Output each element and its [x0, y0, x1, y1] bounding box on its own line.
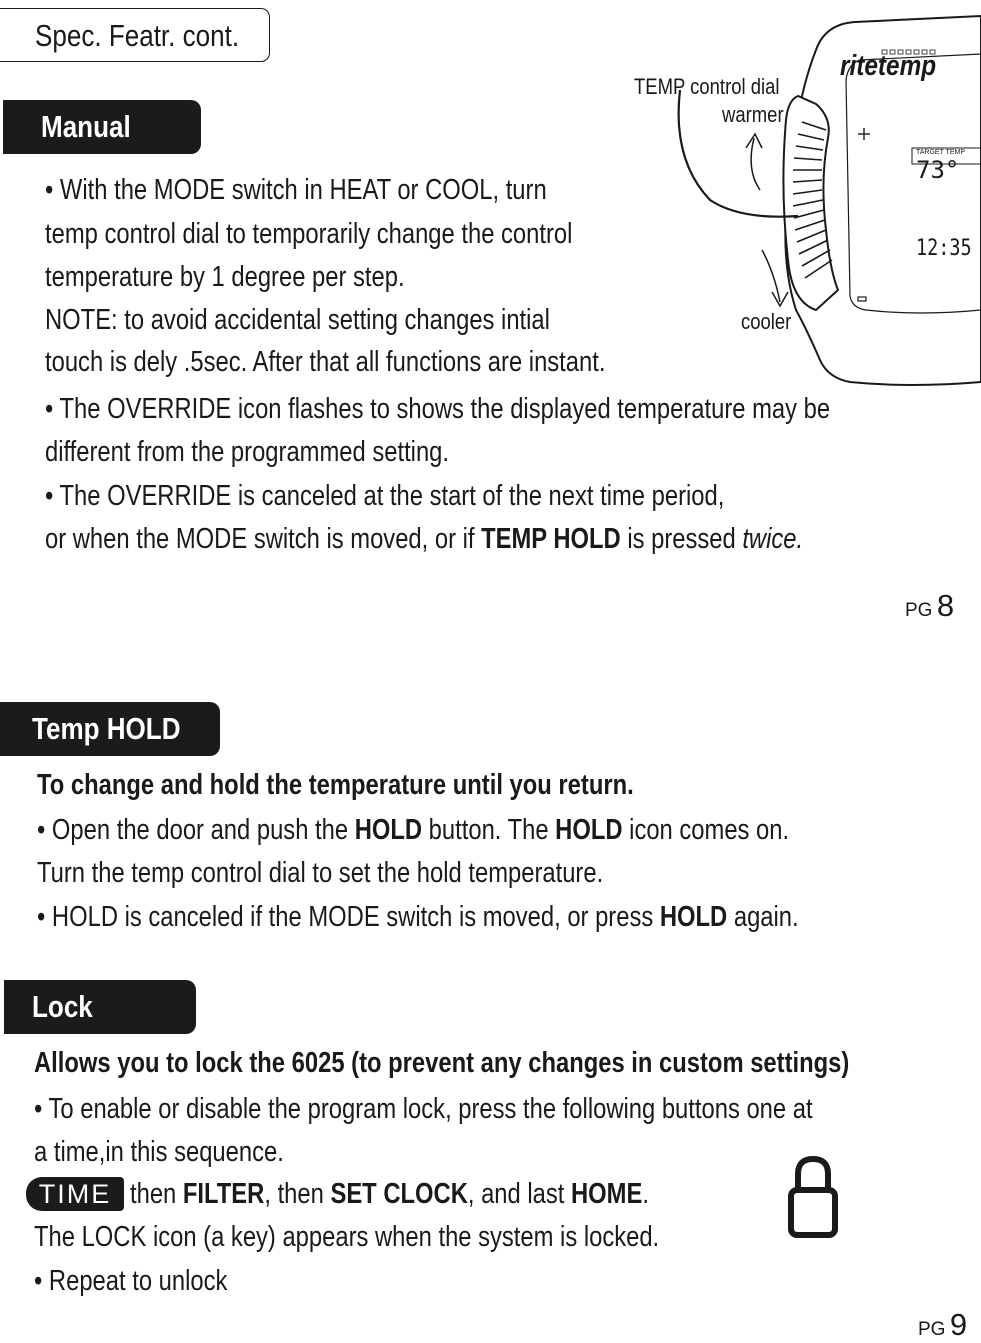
- time-button-icon: TIME: [26, 1177, 124, 1211]
- manual-line-1: • With the MODE switch in HEAT or COOL, turn: [45, 174, 547, 206]
- manual-line-9: or when the MODE switch is moved, or if TEMP HOLD is pressed twice.: [45, 523, 804, 555]
- temp-hold-line-3: • HOLD is canceled if the MODE switch is moved, or press HOLD again.: [37, 901, 799, 933]
- lock-icon: [785, 1152, 841, 1242]
- manual-line-7: different from the programmed setting.: [45, 436, 450, 468]
- page-number-9: PG 9: [918, 1307, 968, 1342]
- lock-line-2: a time,in this sequence.: [34, 1136, 284, 1168]
- manual-tab: Manual: [3, 100, 201, 154]
- target-temp-display: 73°: [916, 156, 960, 184]
- temp-control-label: TEMP control dial: [634, 74, 780, 99]
- target-temp-label: TARGET TEMP: [916, 149, 966, 156]
- manual-line-6: • The OVERRIDE icon flashes to shows the displayed temperature may be: [45, 393, 831, 425]
- lock-sequence-line: then FILTER, then SET CLOCK, and last HOME.: [130, 1178, 649, 1210]
- clock-display: 12:35: [916, 236, 972, 261]
- manual-line-5: touch is dely .5sec. After that all functions are instant.: [45, 346, 606, 378]
- temp-hold-tab: Temp HOLD: [0, 702, 220, 756]
- lock-line-4: The LOCK icon (a key) appears when the system is locked.: [34, 1221, 660, 1253]
- section-header: Spec. Featr. cont.: [35, 18, 240, 53]
- manual-line-3: temperature by 1 degree per step.: [45, 261, 405, 293]
- page-number-8: PG 8: [905, 588, 955, 623]
- warmer-label: warmer: [722, 102, 784, 127]
- brand-logo: ritetemp: [840, 50, 937, 82]
- manual-line-8: • The OVERRIDE is canceled at the start of the next time period,: [45, 480, 725, 512]
- temp-hold-heading: To change and hold the temperature until you return.: [37, 769, 634, 801]
- lock-line-1: • To enable or disable the program lock, press the following buttons one at: [34, 1093, 813, 1125]
- cooler-label: cooler: [741, 309, 792, 334]
- temp-hold-line-1: • Open the door and push the HOLD button. The HOLD icon comes on.: [37, 814, 790, 846]
- manual-line-2: temp control dial to temporarily change the control: [45, 218, 573, 250]
- lock-line-5: • Repeat to unlock: [34, 1265, 228, 1297]
- lock-heading: Allows you to lock the 6025 (to prevent any changes in custom settings): [34, 1047, 850, 1079]
- manual-line-4: NOTE: to avoid accidental setting changes intial: [45, 304, 550, 336]
- lock-tab: Lock: [4, 980, 196, 1034]
- temp-hold-line-2: Turn the temp control dial to set the hold temperature.: [37, 857, 604, 889]
